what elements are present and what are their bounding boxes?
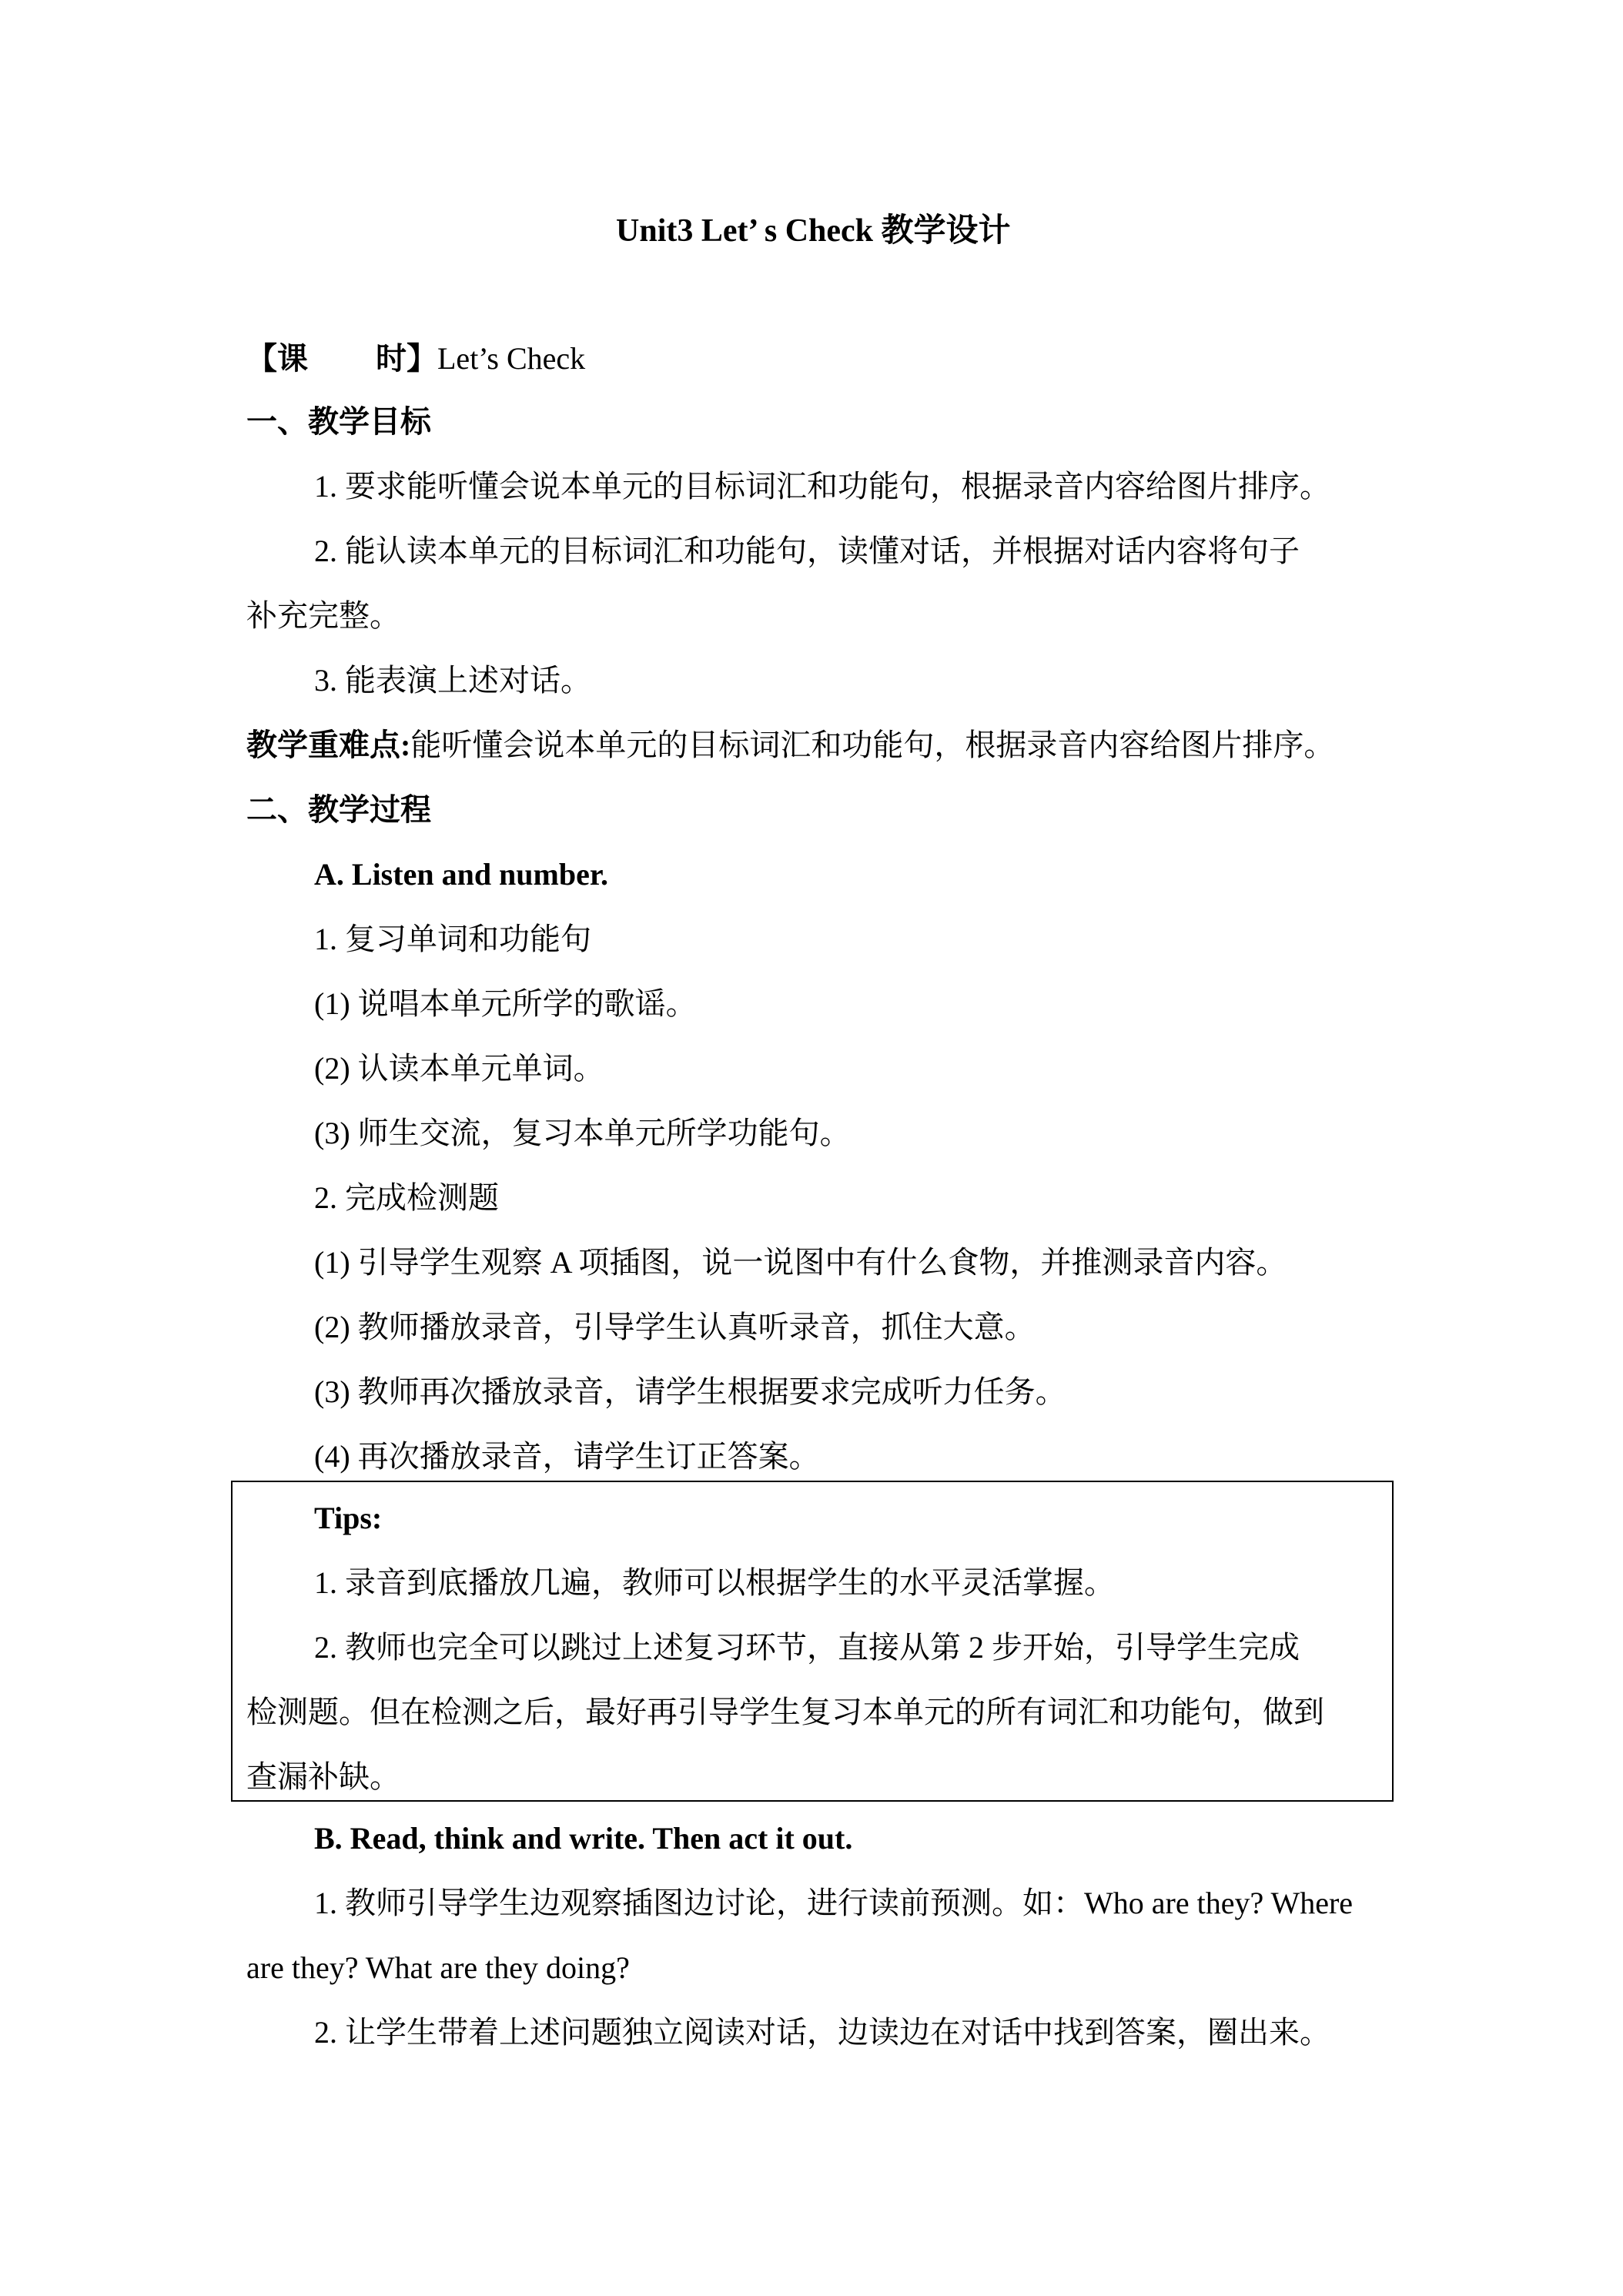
key-points-text: 能听懂会说本单元的目标词汇和功能句，根据录音内容给图片排序。 [410, 728, 1335, 762]
part-a-step1-sub2: (2) 认读本单元单词。 [314, 1051, 604, 1086]
part-a-step2-sub4: (4) 再次播放录音，请学生订正答案。 [314, 1439, 820, 1474]
part-a-step1-sub3: (3) 师生交流，复习本单元所学功能句。 [314, 1116, 851, 1150]
lesson-value: Let’s Check [437, 341, 586, 376]
part-b-heading: B. Read, think and write. Then act it out. [314, 1821, 853, 1856]
key-points-label: 教学重难点: [246, 728, 411, 762]
tip-1: 1. 录音到底播放几遍，教师可以根据学生的水平灵活掌握。 [314, 1565, 1115, 1600]
objective-2-line1: 2. 能认读本单元的目标词汇和功能句，读懂对话，并根据对话内容将句子 [314, 534, 1300, 568]
objective-1: 1. 要求能听懂会说本单元的目标词汇和功能句，根据录音内容给图片排序。 [314, 469, 1330, 504]
part-a-step1-sub1: (1) 说唱本单元所学的歌谣。 [314, 986, 697, 1021]
part-a-heading: A. Listen and number. [314, 857, 608, 892]
section2-heading: 二、教学过程 [246, 792, 431, 827]
part-b-step2: 2. 让学生带着上述问题独立阅读对话，边读边在对话中找到答案，圈出来。 [314, 2015, 1330, 2050]
part-b-step1-line1: 1. 教师引导学生边观察插图边讨论，进行读前预测。如：Who are they? Where [314, 1886, 1354, 1920]
part-a-step1: 1. 复习单词和功能句 [314, 922, 591, 956]
part-b-step1-line2: are they? What are they doing? [246, 1950, 630, 1985]
lesson-label-close: 时】 [376, 341, 437, 376]
objective-2-line2: 补充完整。 [246, 598, 400, 633]
part-a-step2: 2. 完成检测题 [314, 1180, 499, 1215]
part-a-step2-sub3: (3) 教师再次播放录音，请学生根据要求完成听力任务。 [314, 1374, 1066, 1409]
section1-heading: 一、教学目标 [246, 404, 431, 439]
part-a-step2-sub1: (1) 引导学生观察 A 项插图，说一说图中有什么食物，并推测录音内容。 [314, 1245, 1287, 1280]
part-a-step2-sub2: (2) 教师播放录音，引导学生认真听录音，抓住大意。 [314, 1310, 1036, 1344]
document-title: Unit3 Let’ s Check 教学设计 [616, 213, 1011, 249]
lesson-label-open: 【课 [246, 341, 308, 376]
tip-2-line2: 检测题。但在检测之后，最好再引导学生复习本单元的所有词汇和功能句，做到 [246, 1695, 1324, 1729]
tips-heading: Tips: [314, 1501, 383, 1535]
objective-3: 3. 能表演上述对话。 [314, 663, 591, 698]
key-points [246, 727, 1334, 764]
tip-2-line3: 查漏补缺。 [246, 1759, 400, 1794]
lesson-line [246, 340, 585, 377]
tip-2-line1: 2. 教师也完全可以跳过上述复习环节，直接从第 2 步开始，引导学生完成 [314, 1630, 1300, 1665]
